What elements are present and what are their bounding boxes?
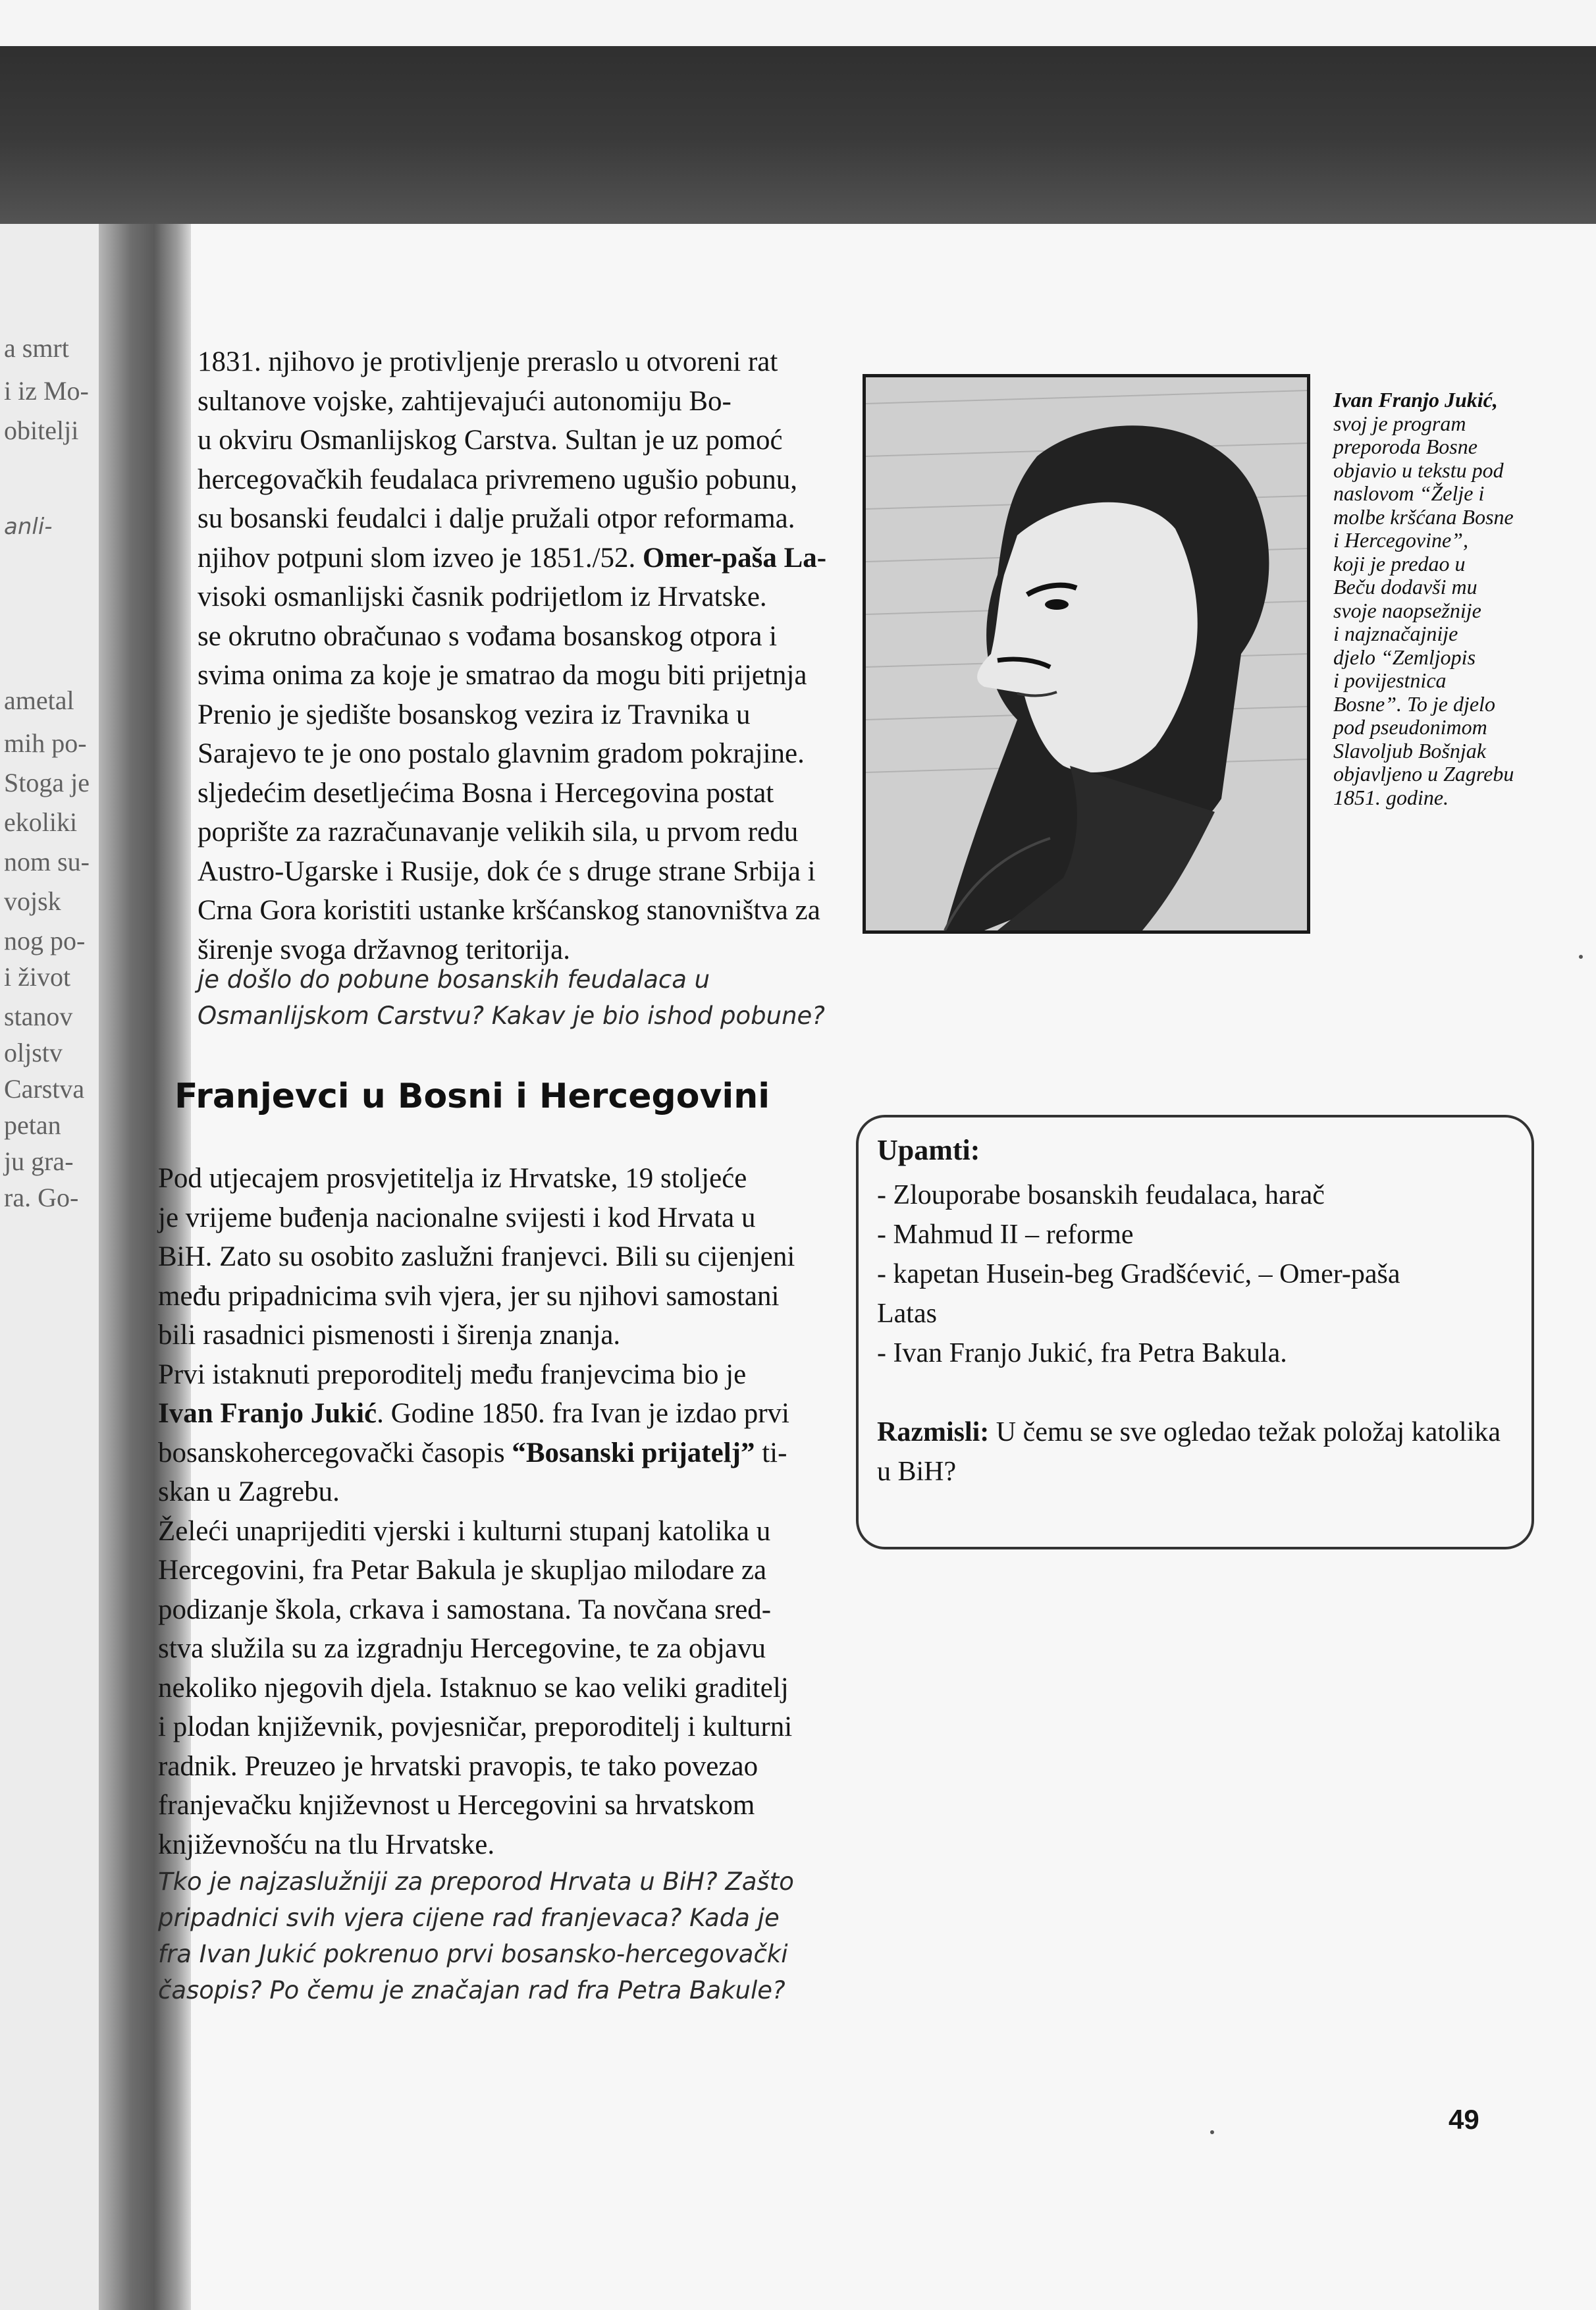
- text-line: stva služila su za izgradnju Hercegovine, te za objavu: [158, 1633, 766, 1664]
- left-fragment: oljstv: [4, 1038, 63, 1067]
- question-line: Tko je najzaslužniji za preporod Hrvata u BiH? Zašto: [158, 1867, 794, 1896]
- text-line: Prvi istaknuti preporoditelj među franjevcima bio je: [158, 1358, 747, 1390]
- text-line: svima onima za koje je smatrao da mogu biti prijetnja: [198, 660, 807, 691]
- left-fragment: ekoliki: [4, 807, 78, 837]
- left-fragment: nog po-: [4, 926, 86, 955]
- remember-item: - Zlouporabe bosanskih feudalaca, harač: [877, 1180, 1325, 1210]
- left-fragment: nom su-: [4, 847, 90, 876]
- think-label: Razmisli:: [877, 1417, 990, 1447]
- text-line: Crna Gora koristiti ustanke kršćanskog stanovništva za: [198, 895, 820, 926]
- caption-line: i Hercegovine”,: [1333, 528, 1468, 552]
- remember-item: Latas: [877, 1299, 937, 1329]
- left-fragment: mih po-: [4, 728, 87, 758]
- caption-line: Bosne”. To je djelo: [1333, 691, 1495, 716]
- left-fragment: i život: [4, 962, 71, 992]
- text-line: Sarajevo te je ono postalo glavnim gradom pokrajine.: [198, 738, 805, 769]
- caption-line: i najznačajnije: [1333, 622, 1458, 645]
- bold-journal: “Bosanski prijatelj”: [512, 1437, 755, 1468]
- text-line: skan u Zagrebu.: [158, 1476, 340, 1507]
- text-line: poprište za razračunavanje velikih sila, u prvom redu: [198, 817, 799, 847]
- left-fragment: Carstva: [4, 1074, 85, 1104]
- text-line: hercegovačkih feudalaca privremeno ugušio pobunu,: [198, 464, 798, 495]
- caption-line: i povijestnica: [1333, 668, 1447, 692]
- section-title: Franjevci u Bosni i Hercegovini: [174, 1077, 770, 1116]
- text-line: Pod utjecajem prosvjetitelja iz Hrvatske, 19 stoljeće: [158, 1163, 747, 1194]
- caption-line: Slavoljub Bošnjak: [1333, 738, 1486, 763]
- caption-title: [1333, 389, 1551, 412]
- question-line: časopis? Po čemu je značajan rad fra Petra Bakule?: [158, 1976, 785, 2004]
- portrait-drawing: [866, 377, 1307, 930]
- scan-speck: [1579, 955, 1583, 959]
- caption-line: objavio u tekstu pod: [1333, 458, 1504, 482]
- text-line: [158, 1394, 836, 1434]
- text-fragment: bosanskohercegovački časopis: [158, 1437, 512, 1468]
- intro-paragraph: [198, 342, 836, 969]
- scan-top-margin: [0, 0, 1596, 46]
- page-number: 49: [1449, 2104, 1479, 2135]
- text-line: podizanje škola, crkava i samostana. Ta novčana sred-: [158, 1594, 772, 1625]
- left-fragment: petan: [4, 1110, 61, 1140]
- text-line: bili rasadnici pismenosti i širenja znanja.: [158, 1320, 621, 1351]
- text-line: među pripadnicima svih vjera, jer su njihovi samostani: [158, 1280, 780, 1312]
- caption-line: molbe kršćana Bosne: [1333, 504, 1514, 529]
- text-fragment: Ivan: [158, 1398, 221, 1429]
- caption-line: koji je predao u: [1333, 551, 1466, 576]
- text-fragment: ti-: [755, 1437, 787, 1468]
- question-line: pripadnici svih vjera cijene rad franjevaca? Kada je: [158, 1904, 780, 1932]
- text-line: BiH. Zato su osobito zaslužni franjevci. Bili su cijenjeni: [158, 1241, 795, 1272]
- text-line: [198, 539, 836, 578]
- text-fragment: . Godine 1850. fra Ivan je izdao prvi: [377, 1398, 789, 1429]
- caption-line: naslovom “Želje i: [1333, 481, 1485, 505]
- text-line: [158, 1434, 836, 1473]
- question-line: je došlo do pobune bosanskih feudalaca u: [198, 965, 710, 994]
- text-line: nekoliko njegovih djela. Istaknuo se kao veliki graditelj: [158, 1672, 789, 1704]
- text-line: sultanove vojske, zahtijevajući autonomiju Bo-: [198, 385, 732, 417]
- section-paragraph: [158, 1159, 836, 1864]
- bold-name: Omer-paša La-: [643, 542, 827, 574]
- portrait-caption: [1333, 389, 1551, 809]
- text-line: je vrijeme buđenja nacionalne svijesti i kod Hrvata u: [158, 1202, 756, 1233]
- text-line: i plodan književnik, povjesničar, preporoditelj i kulturni: [158, 1711, 793, 1742]
- text-line: Želeći unaprijediti vjerski i kulturni stupanj katolika u: [158, 1515, 771, 1547]
- think-text: U čemu se sve ogledao težak položaj katolika u BiH?: [877, 1417, 1501, 1487]
- left-fragment: ametal: [4, 685, 74, 715]
- question-line: fra Ivan Jukić pokrenuo prvi bosansko-hercegovački: [158, 1940, 788, 1968]
- question-line: Osmanlijskom Carstvu? Kakav je bio ishod pobune?: [198, 1002, 825, 1030]
- left-fragment: Stoga je: [4, 768, 90, 797]
- caption-line: 1851. godine.: [1333, 785, 1449, 809]
- text-line: širenje svoga državnog teritorija.: [198, 934, 570, 965]
- question-1: [198, 961, 843, 1034]
- remember-item: - Ivan Franjo Jukić, fra Petra Bakula.: [877, 1338, 1287, 1368]
- left-fragment: vojsk: [4, 886, 61, 916]
- left-fragment: anli-: [4, 514, 53, 540]
- remember-item: - kapetan Husein-beg Gradšćević, – Omer-paša: [877, 1259, 1400, 1289]
- caption-line: Beču dodavši mu: [1333, 575, 1477, 599]
- remember-item: - Mahmud II – reforme: [877, 1220, 1134, 1250]
- left-fragment: a smrt: [4, 333, 69, 363]
- text-line: Hercegovini, fra Petar Bakula je skupljao milodare za: [158, 1555, 767, 1586]
- text-line: u okviru Osmanlijskog Carstva. Sultan je uz pomoć: [198, 425, 783, 456]
- bold-name: Franjo Jukić: [220, 1398, 377, 1429]
- remember-title: Upamti:: [877, 1134, 980, 1166]
- text-line: franjevačku književnost u Hercegovini sa hrvatskom: [158, 1790, 755, 1821]
- left-fragment: i iz Mo-: [4, 376, 89, 406]
- question-2: [158, 1864, 843, 2008]
- text-line: sljedećim desetljećima Bosna i Hercegovina postat: [198, 777, 774, 809]
- caption-line: pod pseudonimom: [1333, 715, 1487, 739]
- text-line: radnik. Preuzeo je hrvatski pravopis, te tako povezao: [158, 1750, 758, 1782]
- remember-box: [856, 1115, 1534, 1549]
- text-line: se okrutno obračunao s vođama bosanskog otpora i: [198, 620, 778, 652]
- left-fragment: obitelji: [4, 416, 79, 445]
- text-line: Austro-Ugarske i Rusije, dok će s druge strane Srbija i: [198, 855, 816, 887]
- text-line: Prenio je sjedište bosanskog vezira iz Travnika u: [198, 699, 751, 730]
- scan-speck: [1210, 2130, 1214, 2134]
- text-line: visoki osmanlijski časnik podrijetlom iz Hrvatske.: [198, 581, 767, 612]
- text-fragment: njihov potpuni slom izveo je 1851./52.: [198, 542, 643, 574]
- caption-line: svoje naopsežnije: [1333, 598, 1481, 622]
- caption-line: objavljeno u Zagrebu: [1333, 762, 1514, 786]
- text-line: književnošću na tlu Hrvatske.: [158, 1829, 495, 1860]
- portrait-image: [863, 374, 1310, 934]
- think-prompt: [877, 1412, 1512, 1491]
- left-fragment: ra. Go-: [4, 1183, 79, 1212]
- caption-line: svoj je program: [1333, 411, 1466, 435]
- caption-line: djelo “Zemljopis: [1333, 645, 1476, 669]
- caption-name: Ivan Franjo Jukić,: [1333, 388, 1498, 412]
- left-fragment: stanov: [4, 1002, 73, 1031]
- text-line: 1831. njihovo je protivljenje preraslo u otvoreni rat: [198, 346, 778, 377]
- left-fragment: ju gra-: [4, 1146, 74, 1176]
- text-line: su bosanski feudalci i dalje pružali otpor reformama.: [198, 503, 795, 534]
- caption-line: preporoda Bosne: [1333, 435, 1477, 458]
